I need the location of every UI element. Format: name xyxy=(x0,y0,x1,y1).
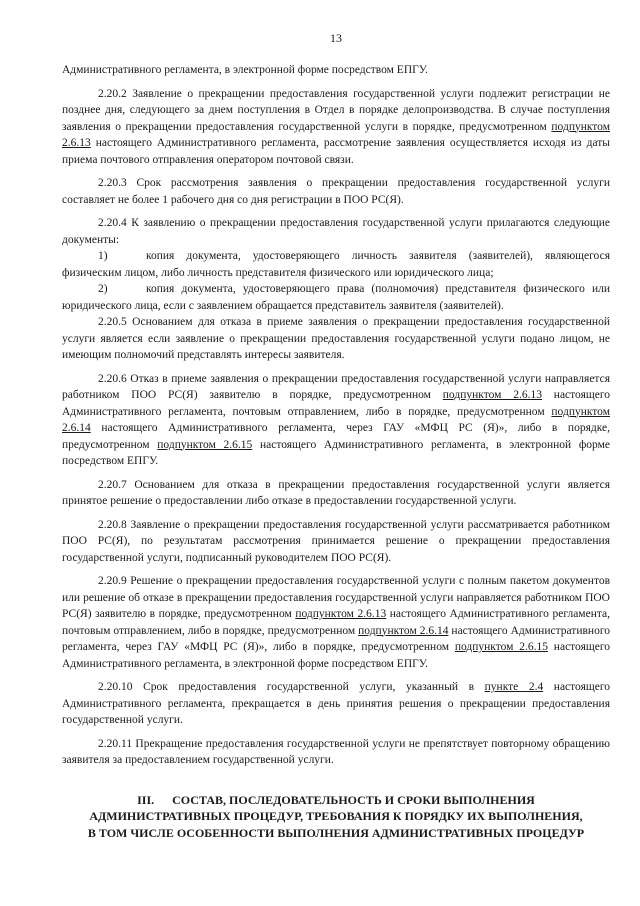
paragraph-text: 2.20.8 Заявление о прекращении предоставления государственной услуги рассматривается работником ПОО РС(Я), по результатам рассмотрения принимается решение о прекращении предоставления государственной услуги, подписанный руководителем ПОО РС(Я). xyxy=(62,518,610,564)
page-number: 13 xyxy=(330,31,342,45)
section-number: III. xyxy=(137,792,155,807)
list-item xyxy=(62,281,610,314)
paragraph xyxy=(62,175,610,208)
paragraph xyxy=(62,477,610,510)
document-page xyxy=(62,30,610,841)
paragraph xyxy=(62,86,610,169)
paragraph-text: 2.20.5 Основанием для отказа в приеме заявления о прекращении предоставления государственной услуги является если заявление о прекращении предоставления государственной услуги подано лицом, не имеющим полномочий представлять интересы заявителя. xyxy=(62,316,610,361)
paragraph-text: настоящего Административного регламента, через ГАУ «МФЦ РС (Я)», либо в порядке, предусмотренном xyxy=(62,422,610,451)
section-heading-line-3: В ТОМ ЧИСЛЕ ОСОБЕННОСТИ ВЫПОЛНЕНИЯ АДМИНИСТРАТИВНЫХ ПРОЦЕДУР xyxy=(87,825,585,840)
document-body xyxy=(62,62,610,769)
cross-reference-link[interactable]: подпунктом 2.6.15 xyxy=(454,641,548,653)
paragraph xyxy=(62,62,610,79)
cross-reference-link[interactable]: подпунктом 2.6.13 xyxy=(442,389,542,401)
paragraph xyxy=(62,517,610,567)
cross-reference-link[interactable]: подпунктом 2.6.15 xyxy=(157,438,253,451)
section-heading-line-2: АДМИНИСТРАТИВНЫХ ПРОЦЕДУР, ТРЕБОВАНИЯ К ПОРЯДКУ ИХ ВЫПОЛНЕНИЯ, xyxy=(89,809,583,823)
paragraph-text: 2.20.10 Срок предоставления государственной услуги, указанный в xyxy=(98,681,485,693)
paragraph-text: настоящего Административного регламента, прекращается в день принятия решения о прекращении предоставления государственной услуги. xyxy=(62,681,610,726)
cross-reference-link[interactable]: подпунктом 2.6.14 xyxy=(358,624,449,637)
list-number: 1) xyxy=(98,250,108,262)
paragraph-text: настоящего Административного регламента, в электронной форме посредством ЕПГУ. xyxy=(62,641,611,670)
paragraph-text: настоящего Административного регламента, почтовым отправлением, либо в порядке, предусмотренном xyxy=(62,608,610,637)
paragraph-text: 2.20.2 Заявление о прекращении предоставления государственной услуги подлежит регистрации не позднее дня, следующего за днем поступления в Отдел в порядке делопроизводства. В случае поступления заявления о прекращении предоставления государственной услуги в порядке, предусмотренном xyxy=(62,87,610,133)
paragraph-text: настоящего Административного регламента, почтовым отправлением, либо в порядке, предусмотренном xyxy=(62,389,610,418)
paragraph xyxy=(62,736,610,769)
paragraph xyxy=(62,371,610,470)
cross-reference-link[interactable]: подпунктом 2.6.13 xyxy=(62,120,610,149)
paragraph-text: 2.20.4 К заявлению о прекращении предоставления государственной услуги прилагаются следующие документы: xyxy=(62,217,610,246)
paragraph-text: настоящего Административного регламента, через ГАУ «МФЦ РС (Я)», либо в порядке, предусмотренном xyxy=(62,624,610,653)
paragraph xyxy=(62,679,610,729)
paragraph-text: настоящего Административного регламента, рассмотрение заявления осуществляется исходя из даты приема почтового отправления оператором почтовой связи. xyxy=(62,137,610,166)
paragraph xyxy=(62,314,610,364)
paragraph-text: копия документа, удостоверяющего личность заявителя (заявителей), являющегося физическим лицом, либо личность представителя физического или юридического лица; xyxy=(62,250,610,279)
section-heading xyxy=(62,792,610,842)
cross-reference-link[interactable]: пункте 2.4 xyxy=(484,681,544,693)
paragraph-text: 2.20.9 Решение о прекращении предоставления государственной услуги с полным пакетом документов или решение об отказе в прекращении предоставления государственной услуги направляется работником ПОО РС(Я) заявителю в порядке, предусмотренном xyxy=(62,575,610,620)
paragraph-text: Административного регламента, в электронной форме посредством ЕПГУ. xyxy=(62,64,428,76)
cross-reference-link[interactable]: подпунктом 2.6.13 xyxy=(295,608,387,620)
paragraph-text: 2.20.11 Прекращение предоставления государственной услуги не препятствует повторному обращению заявителя за предоставлением государственной услуги. xyxy=(62,737,610,766)
section-heading-text-1: СОСТАВ, ПОСЛЕДОВАТЕЛЬНОСТЬ И СРОКИ ВЫПОЛНЕНИЯ xyxy=(172,792,535,807)
paragraph-text: 2.20.3 Срок рассмотрения заявления о прекращении предоставления государственной услуги составляет не более 1 рабочего дня со дня регистрации в ПОО РС(Я). xyxy=(62,177,610,206)
paragraph xyxy=(62,573,610,672)
paragraph-text: 2.20.7 Основанием для отказа в прекращении предоставления государственной услуги является принятое решение о предоставлении либо отказе в предоставлении государственной услуги. xyxy=(62,478,610,507)
paragraph-text: 2.20.6 Отказ в приеме заявления о прекращении предоставления государственной услуги направляется работником ПОО РС(Я) заявителю в порядке, предусмотренном xyxy=(62,372,610,401)
cross-reference-link[interactable]: подпунктом 2.6.14 xyxy=(62,405,610,434)
list-item xyxy=(62,248,610,281)
paragraph-text: настоящего Административного регламента, в электронной форме посредством ЕПГУ. xyxy=(62,438,611,467)
paragraph xyxy=(62,215,610,248)
section-heading-line-1 xyxy=(62,792,610,809)
list-number: 2) xyxy=(98,283,108,295)
paragraph-text: копия документа, удостоверяющего права (полномочия) представителя физического или юридического лица, если с заявлением обращается представитель заявителя (заявителей). xyxy=(62,283,610,312)
